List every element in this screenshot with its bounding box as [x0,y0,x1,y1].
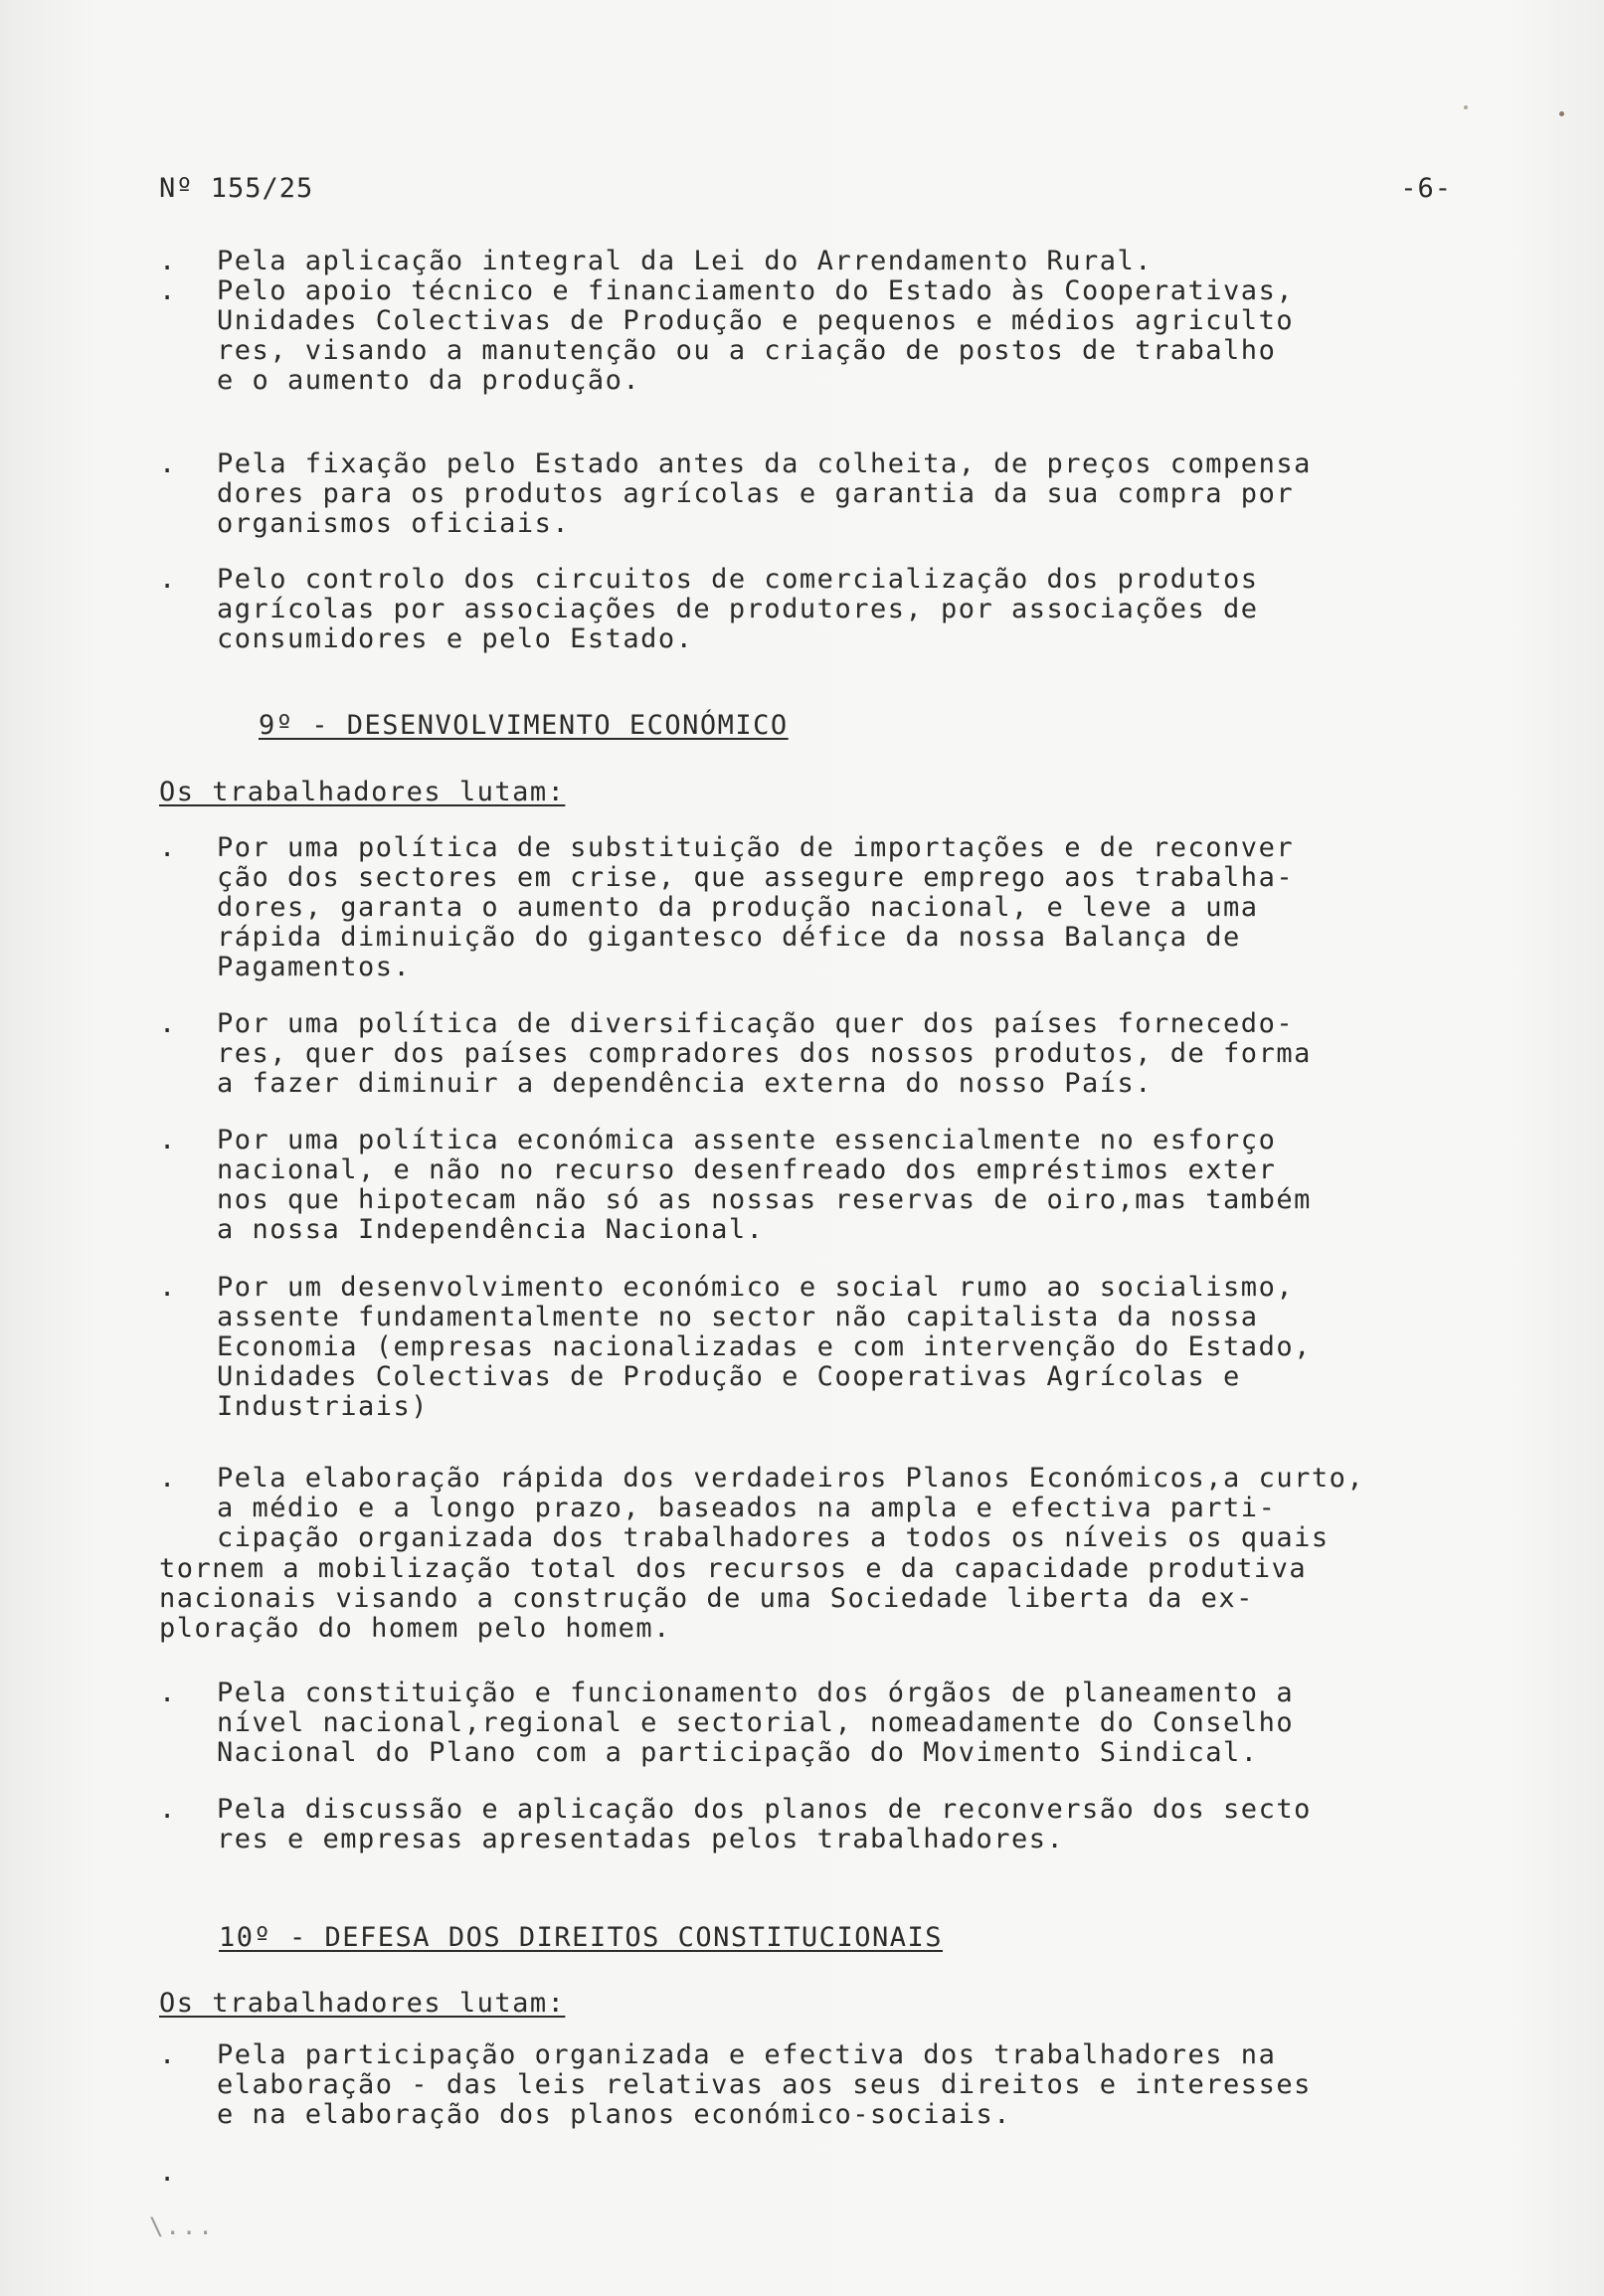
bullet: . [159,2039,177,2070]
list-item [159,1678,1442,1768]
section-subtitle-9: Os trabalhadores lutam: [159,777,566,807]
bullet: . [159,1794,177,1825]
list-item-text: Por uma política de substituição de importações e de reconver ção dos sectores em crise, que assegure emprego aos trabalha- dores, garanta o aumento da produção nacional, e leve a uma rápida diminuição do gigantesco défice da nossa Balança de Pagamentos. [217,832,1295,982]
bullet: . [159,2157,177,2188]
footer-mark: \... [149,2212,215,2240]
paper-speck [1464,105,1468,109]
list-item-text: Pela participação organizada e efectiva dos trabalhadores na elaboração - das leis relativas aos seus direitos e interesses e na elaboração dos planos económico-sociais. [217,2039,1312,2130]
bullet: . [159,448,177,479]
list-item-text: Pelo controlo dos circuitos de comercialização dos produtos agrícolas por associações de produtores, por associações de consumidores e pelo Estado. [217,564,1259,654]
bullet: . [159,1125,177,1155]
bullet: . [159,832,177,863]
list-item-text: Pela fixação pelo Estado antes da colheita, de preços compensa dores para os produtos agrícolas e garantia da sua compra por organismos oficiais. [217,448,1312,539]
list-item [159,1795,1442,1854]
list-item-text: Pela aplicação integral da Lei do Arrendamento Rural. [217,246,1154,276]
bullet: . [159,275,177,306]
list-item-text: Pela constituição e funcionamento dos órgãos de planeamento a nível nacional,regional e sectorial, nomeadamente do Conselho Nacional do Plano com a participação do Movimento Sindical. [217,1678,1295,1768]
list-item [159,247,1442,276]
section-heading-9: 9º - DESENVOLVIMENTO ECONÓMICO [259,710,789,741]
list-item [159,2040,1442,2130]
page-number: -6- [1400,173,1452,204]
paper-speck [1559,111,1564,116]
list-item [159,565,1442,654]
list-item [159,276,1442,396]
list-item-text: Pela elaboração rápida dos verdadeiros Planos Económicos,a curto, a médio e a longo prazo, baseados na ampla e efectiva parti- cipação organizada dos trabalhadores a todos os níveis os quais [217,1463,1365,1553]
bullet: . [159,246,177,276]
section-subtitle-10: Os trabalhadores lutam: [159,1988,566,2019]
list-item [159,449,1442,539]
list-item-text: Por uma política económica assente essencialmente no esforço nacional, e não no recurso desenfreado dos empréstimos exter nos que hipotecam não só as nossas reservas de oiro,mas também a nossa Independência Nacional. [217,1125,1312,1245]
list-item-text: Pela discussão e aplicação dos planos de reconversão dos secto res e empresas apresentadas pelos trabalhadores. [217,1794,1312,1854]
document-number: Nº 155/25 [159,173,314,204]
bullet: . [159,564,177,595]
bullet: . [159,1463,177,1494]
bullet: . [159,1678,177,1708]
bullet: . [159,1008,177,1039]
list-item [159,833,1442,982]
list-item-text: Pelo apoio técnico e financiamento do Estado às Cooperativas, Unidades Colectivas de Produção e pequenos e médios agriculto res, visando a manutenção ou a criação de postos de trabalho e o aumento da produção. [217,275,1295,396]
section-heading-10: 10º - DEFESA DOS DIREITOS CONSTITUCIONAIS [219,1922,943,1953]
list-item [159,1009,1442,1099]
list-item-continuation: tornem a mobilização total dos recursos e da capacidade produtiva nacionais visando a construção de uma Sociedade liberta da ex- ploração do homem pelo homem. [159,1553,1308,1644]
list-item [159,1273,1442,1422]
bullet: . [159,1272,177,1303]
list-item [159,1464,1492,1553]
list-item [159,1126,1442,1245]
list-item-text: Por um desenvolvimento económico e social rumo ao socialismo, assente fundamentalmente no sector não capitalista da nossa Economia (empresas nacionalizadas e com intervenção do Estado, Unidades Colectivas de Produção e Cooperativas Agrícolas e Industriais) [217,1272,1312,1422]
list-item-text: Por uma política de diversificação quer dos países fornecedo- res, quer dos países compradores dos nossos produtos, de forma a fazer diminuir a dependência externa do nosso País. [217,1008,1312,1099]
